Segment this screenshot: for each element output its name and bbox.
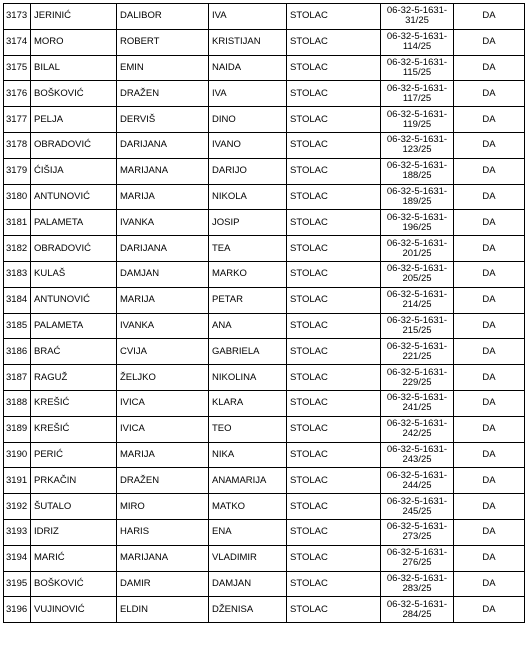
first-name-cell: NIKOLA <box>209 184 287 210</box>
reference-line-2: 241/25 <box>402 402 432 414</box>
status-cell: DA <box>454 545 525 571</box>
first-name-cell: KRISTIJAN <box>209 29 287 55</box>
reference-line-1: 06-32-5-1631- <box>386 547 448 559</box>
reference-line-1: 06-32-5-1631- <box>386 340 448 352</box>
reference-number-cell <box>381 81 454 107</box>
surname-cell: MARIĆ <box>31 545 117 571</box>
reference-line-1: 06-32-5-1631- <box>386 598 448 610</box>
reference-line-2: 201/25 <box>402 247 432 259</box>
reference-line-1: 06-32-5-1631- <box>386 443 448 455</box>
row-number: 3188 <box>4 390 31 416</box>
place-cell: STOLAC <box>287 4 381 30</box>
table-row <box>4 416 525 442</box>
reference-line-2: 243/25 <box>402 453 432 465</box>
row-number: 3195 <box>4 571 31 597</box>
reference-line-1: 06-32-5-1631- <box>386 289 448 301</box>
reference-number-cell <box>381 442 454 468</box>
place-cell: STOLAC <box>287 81 381 107</box>
surname-cell: ŠUTALO <box>31 494 117 520</box>
parent-name-cell: EMIN <box>117 55 209 81</box>
place-cell: STOLAC <box>287 29 381 55</box>
status-cell: DA <box>454 365 525 391</box>
place-cell: STOLAC <box>287 210 381 236</box>
reference-line-1: 06-32-5-1631- <box>386 263 448 275</box>
reference-line-1: 06-32-5-1631- <box>386 5 448 17</box>
surname-cell: KULAŠ <box>31 261 117 287</box>
parent-name-cell: DRAŽEN <box>117 81 209 107</box>
surname-cell: PERIĆ <box>31 442 117 468</box>
status-cell: DA <box>454 158 525 184</box>
status-cell: DA <box>454 132 525 158</box>
table-row <box>4 571 525 597</box>
place-cell: STOLAC <box>287 107 381 133</box>
place-cell: STOLAC <box>287 571 381 597</box>
status-cell: DA <box>454 494 525 520</box>
place-cell: STOLAC <box>287 158 381 184</box>
place-cell: STOLAC <box>287 184 381 210</box>
table-row <box>4 210 525 236</box>
place-cell: STOLAC <box>287 597 381 623</box>
table-row <box>4 132 525 158</box>
status-cell: DA <box>454 29 525 55</box>
status-cell: DA <box>454 210 525 236</box>
surname-cell: KREŠIĆ <box>31 390 117 416</box>
reference-line-2: 205/25 <box>402 273 432 285</box>
first-name-cell: TEO <box>209 416 287 442</box>
surname-cell: MORO <box>31 29 117 55</box>
reference-number-cell <box>381 468 454 494</box>
reference-line-1: 06-32-5-1631- <box>386 495 448 507</box>
reference-number-cell <box>381 261 454 287</box>
status-cell: DA <box>454 236 525 262</box>
reference-line-2: 119/25 <box>402 118 432 130</box>
reference-number-cell <box>381 236 454 262</box>
row-number: 3179 <box>4 158 31 184</box>
place-cell: STOLAC <box>287 313 381 339</box>
reference-number-cell <box>381 4 454 30</box>
records-body <box>4 4 525 623</box>
reference-line-2: 123/25 <box>402 144 432 156</box>
row-number: 3192 <box>4 494 31 520</box>
surname-cell: BRAĆ <box>31 339 117 365</box>
reference-line-2: 242/25 <box>402 428 432 440</box>
reference-line-1: 06-32-5-1631- <box>386 366 448 378</box>
row-number: 3189 <box>4 416 31 442</box>
first-name-cell: MATKO <box>209 494 287 520</box>
row-number: 3182 <box>4 236 31 262</box>
reference-line-2: 115/25 <box>402 66 432 78</box>
row-number: 3175 <box>4 55 31 81</box>
first-name-cell: GABRIELA <box>209 339 287 365</box>
surname-cell: OBRADOVIĆ <box>31 132 117 158</box>
parent-name-cell: DARIJANA <box>117 132 209 158</box>
reference-line-2: 221/25 <box>402 350 432 362</box>
first-name-cell: JOSIP <box>209 210 287 236</box>
place-cell: STOLAC <box>287 55 381 81</box>
place-cell: STOLAC <box>287 519 381 545</box>
reference-number-cell <box>381 210 454 236</box>
surname-cell: BOŠKOVIĆ <box>31 81 117 107</box>
first-name-cell: VLADIMIR <box>209 545 287 571</box>
status-cell: DA <box>454 4 525 30</box>
place-cell: STOLAC <box>287 236 381 262</box>
reference-line-2: 215/25 <box>402 324 432 336</box>
status-cell: DA <box>454 519 525 545</box>
reference-line-2: 214/25 <box>402 299 432 311</box>
row-number: 3187 <box>4 365 31 391</box>
parent-name-cell: CVIJA <box>117 339 209 365</box>
place-cell: STOLAC <box>287 442 381 468</box>
reference-line-1: 06-32-5-1631- <box>386 134 448 146</box>
parent-name-cell: MARIJANA <box>117 545 209 571</box>
table-row <box>4 158 525 184</box>
parent-name-cell: ŽELJKO <box>117 365 209 391</box>
row-number: 3185 <box>4 313 31 339</box>
status-cell: DA <box>454 261 525 287</box>
parent-name-cell: IVANKA <box>117 210 209 236</box>
reference-number-cell <box>381 494 454 520</box>
table-row <box>4 442 525 468</box>
row-number: 3178 <box>4 132 31 158</box>
row-number: 3193 <box>4 519 31 545</box>
parent-name-cell: MARIJA <box>117 184 209 210</box>
table-row <box>4 365 525 391</box>
first-name-cell: IVANO <box>209 132 287 158</box>
parent-name-cell: MARIJA <box>117 287 209 313</box>
status-cell: DA <box>454 287 525 313</box>
row-number: 3184 <box>4 287 31 313</box>
surname-cell: OBRADOVIĆ <box>31 236 117 262</box>
parent-name-cell: MIRO <box>117 494 209 520</box>
place-cell: STOLAC <box>287 416 381 442</box>
surname-cell: PELJA <box>31 107 117 133</box>
row-number: 3174 <box>4 29 31 55</box>
reference-line-1: 06-32-5-1631- <box>386 56 448 68</box>
surname-cell: ANTUNOVIĆ <box>31 184 117 210</box>
first-name-cell: MARKO <box>209 261 287 287</box>
table-row <box>4 545 525 571</box>
row-number: 3186 <box>4 339 31 365</box>
table-row <box>4 597 525 623</box>
parent-name-cell: DALIBOR <box>117 4 209 30</box>
reference-line-2: 114/25 <box>402 41 432 53</box>
reference-number-cell <box>381 597 454 623</box>
row-number: 3180 <box>4 184 31 210</box>
first-name-cell: IVA <box>209 4 287 30</box>
table-row <box>4 4 525 30</box>
parent-name-cell: ELDIN <box>117 597 209 623</box>
reference-line-1: 06-32-5-1631- <box>386 160 448 172</box>
reference-line-1: 06-32-5-1631- <box>386 314 448 326</box>
table-row <box>4 55 525 81</box>
status-cell: DA <box>454 339 525 365</box>
surname-cell: VUJINOVIĆ <box>31 597 117 623</box>
status-cell: DA <box>454 468 525 494</box>
status-cell: DA <box>454 313 525 339</box>
row-number: 3181 <box>4 210 31 236</box>
reference-number-cell <box>381 313 454 339</box>
status-cell: DA <box>454 81 525 107</box>
first-name-cell: DAMJAN <box>209 571 287 597</box>
first-name-cell: DŽENISA <box>209 597 287 623</box>
table-row <box>4 81 525 107</box>
reference-line-2: 31/25 <box>405 15 429 27</box>
status-cell: DA <box>454 416 525 442</box>
surname-cell: IDRIZ <box>31 519 117 545</box>
status-cell: DA <box>454 107 525 133</box>
surname-cell: PRKAČIN <box>31 468 117 494</box>
table-row <box>4 519 525 545</box>
surname-cell: ANTUNOVIĆ <box>31 287 117 313</box>
reference-line-1: 06-32-5-1631- <box>386 82 448 94</box>
status-cell: DA <box>454 442 525 468</box>
row-number: 3173 <box>4 4 31 30</box>
parent-name-cell: HARIS <box>117 519 209 545</box>
status-cell: DA <box>454 390 525 416</box>
reference-number-cell <box>381 519 454 545</box>
place-cell: STOLAC <box>287 365 381 391</box>
table-row <box>4 313 525 339</box>
first-name-cell: NIKA <box>209 442 287 468</box>
first-name-cell: TEA <box>209 236 287 262</box>
parent-name-cell: DAMIR <box>117 571 209 597</box>
place-cell: STOLAC <box>287 468 381 494</box>
table-row <box>4 390 525 416</box>
reference-number-cell <box>381 416 454 442</box>
parent-name-cell: IVANKA <box>117 313 209 339</box>
row-number: 3183 <box>4 261 31 287</box>
status-cell: DA <box>454 571 525 597</box>
surname-cell: BOŠKOVIĆ <box>31 571 117 597</box>
first-name-cell: PETAR <box>209 287 287 313</box>
row-number: 3194 <box>4 545 31 571</box>
parent-name-cell: DERVIŠ <box>117 107 209 133</box>
reference-number-cell <box>381 390 454 416</box>
first-name-cell: NIKOLINA <box>209 365 287 391</box>
surname-cell: RAGUŽ <box>31 365 117 391</box>
reference-line-2: 188/25 <box>402 170 432 182</box>
reference-line-2: 117/25 <box>402 92 432 104</box>
row-number: 3177 <box>4 107 31 133</box>
table-row <box>4 287 525 313</box>
reference-number-cell <box>381 287 454 313</box>
row-number: 3196 <box>4 597 31 623</box>
surname-cell: PALAMETA <box>31 313 117 339</box>
reference-line-2: 276/25 <box>402 557 432 569</box>
surname-cell: KREŠIĆ <box>31 416 117 442</box>
reference-line-2: 229/25 <box>402 376 432 388</box>
first-name-cell: DARIJO <box>209 158 287 184</box>
reference-line-1: 06-32-5-1631- <box>386 521 448 533</box>
status-cell: DA <box>454 55 525 81</box>
table-row <box>4 29 525 55</box>
status-cell: DA <box>454 597 525 623</box>
reference-number-cell <box>381 132 454 158</box>
reference-number-cell <box>381 339 454 365</box>
table-row <box>4 107 525 133</box>
reference-line-1: 06-32-5-1631- <box>386 108 448 120</box>
reference-line-1: 06-32-5-1631- <box>386 31 448 43</box>
surname-cell: JERINIĆ <box>31 4 117 30</box>
reference-number-cell <box>381 29 454 55</box>
first-name-cell: NAIDA <box>209 55 287 81</box>
place-cell: STOLAC <box>287 287 381 313</box>
table-row <box>4 261 525 287</box>
reference-line-2: 283/25 <box>402 582 432 594</box>
parent-name-cell: DAMJAN <box>117 261 209 287</box>
surname-cell: ĆIŠIJA <box>31 158 117 184</box>
parent-name-cell: MARIJA <box>117 442 209 468</box>
reference-line-2: 284/25 <box>402 608 432 620</box>
table-row <box>4 236 525 262</box>
parent-name-cell: IVICA <box>117 390 209 416</box>
reference-number-cell <box>381 365 454 391</box>
parent-name-cell: DARIJANA <box>117 236 209 262</box>
first-name-cell: KLARA <box>209 390 287 416</box>
parent-name-cell: DRAŽEN <box>117 468 209 494</box>
reference-line-1: 06-32-5-1631- <box>386 211 448 223</box>
surname-cell: BILAL <box>31 55 117 81</box>
table-row <box>4 339 525 365</box>
parent-name-cell: MARIJANA <box>117 158 209 184</box>
reference-line-2: 196/25 <box>402 221 432 233</box>
reference-line-1: 06-32-5-1631- <box>386 392 448 404</box>
place-cell: STOLAC <box>287 339 381 365</box>
reference-number-cell <box>381 158 454 184</box>
surname-cell: PALAMETA <box>31 210 117 236</box>
reference-line-1: 06-32-5-1631- <box>386 572 448 584</box>
reference-line-1: 06-32-5-1631- <box>386 469 448 481</box>
reference-line-1: 06-32-5-1631- <box>386 185 448 197</box>
reference-line-2: 189/25 <box>402 195 432 207</box>
first-name-cell: ANAMARIJA <box>209 468 287 494</box>
reference-line-2: 244/25 <box>402 479 432 491</box>
row-number: 3191 <box>4 468 31 494</box>
reference-line-2: 245/25 <box>402 505 432 517</box>
reference-line-2: 273/25 <box>402 531 432 543</box>
parent-name-cell: IVICA <box>117 416 209 442</box>
place-cell: STOLAC <box>287 132 381 158</box>
place-cell: STOLAC <box>287 494 381 520</box>
place-cell: STOLAC <box>287 545 381 571</box>
table-row <box>4 494 525 520</box>
reference-number-cell <box>381 184 454 210</box>
row-number: 3190 <box>4 442 31 468</box>
first-name-cell: DINO <box>209 107 287 133</box>
reference-line-1: 06-32-5-1631- <box>386 418 448 430</box>
first-name-cell: IVA <box>209 81 287 107</box>
reference-line-1: 06-32-5-1631- <box>386 237 448 249</box>
table-row <box>4 184 525 210</box>
reference-number-cell <box>381 107 454 133</box>
first-name-cell: ANA <box>209 313 287 339</box>
first-name-cell: ENA <box>209 519 287 545</box>
place-cell: STOLAC <box>287 390 381 416</box>
place-cell: STOLAC <box>287 261 381 287</box>
status-cell: DA <box>454 184 525 210</box>
row-number: 3176 <box>4 81 31 107</box>
reference-number-cell <box>381 571 454 597</box>
records-table <box>3 3 525 623</box>
table-row <box>4 468 525 494</box>
reference-number-cell <box>381 545 454 571</box>
parent-name-cell: ROBERT <box>117 29 209 55</box>
reference-number-cell <box>381 55 454 81</box>
